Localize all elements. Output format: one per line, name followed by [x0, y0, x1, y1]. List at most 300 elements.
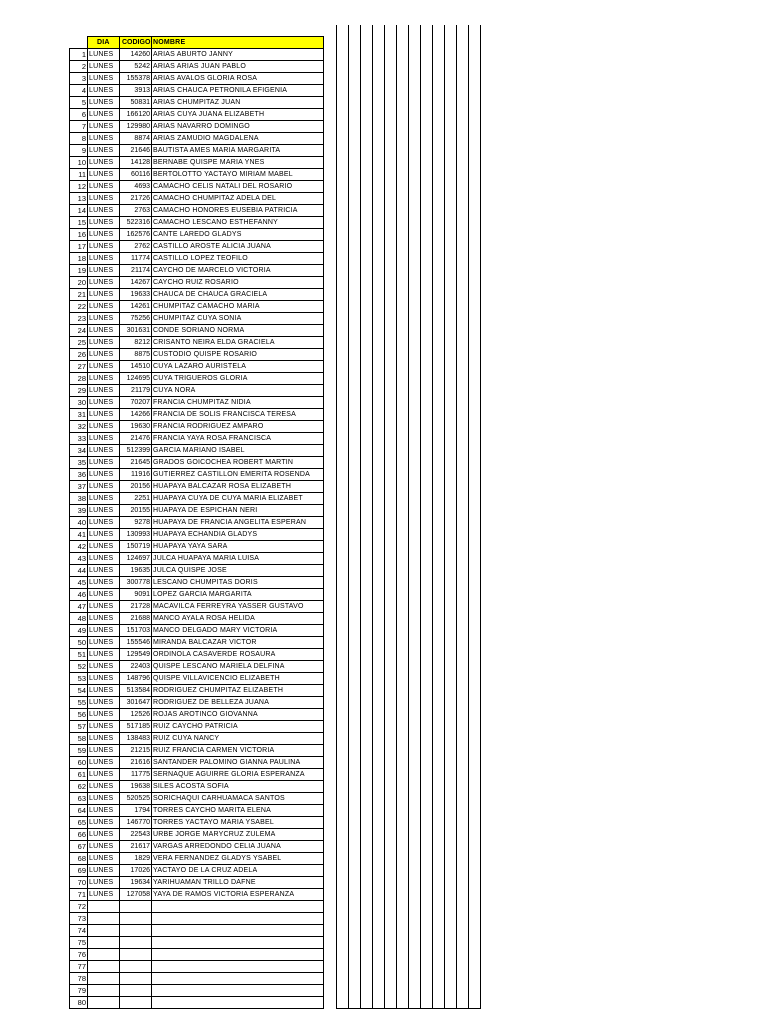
attendance-check-cell[interactable]: [433, 192, 445, 204]
attendance-check-cell[interactable]: [361, 792, 373, 804]
attendance-check-cell[interactable]: [433, 420, 445, 432]
attendance-check-cell[interactable]: [433, 948, 445, 960]
attendance-check-cell[interactable]: [373, 984, 385, 996]
attendance-check-cell[interactable]: [337, 972, 349, 984]
attendance-check-cell[interactable]: [445, 756, 457, 768]
attendance-check-cell[interactable]: [373, 84, 385, 96]
attendance-check-cell[interactable]: [349, 564, 361, 576]
attendance-check-cell[interactable]: [373, 840, 385, 852]
attendance-check-cell[interactable]: [445, 336, 457, 348]
attendance-check-cell[interactable]: [361, 732, 373, 744]
attendance-check-cell[interactable]: [433, 624, 445, 636]
attendance-check-cell[interactable]: [337, 996, 349, 1008]
attendance-check-cell[interactable]: [457, 456, 469, 468]
attendance-check-cell[interactable]: [409, 888, 421, 900]
attendance-check-cell[interactable]: [469, 312, 481, 324]
attendance-check-cell[interactable]: [409, 420, 421, 432]
attendance-check-cell[interactable]: [361, 276, 373, 288]
attendance-check-cell[interactable]: [337, 696, 349, 708]
attendance-check-cell[interactable]: [409, 300, 421, 312]
attendance-check-cell[interactable]: [385, 912, 397, 924]
attendance-check-cell[interactable]: [409, 768, 421, 780]
attendance-check-cell[interactable]: [385, 132, 397, 144]
attendance-check-cell[interactable]: [337, 420, 349, 432]
attendance-check-cell[interactable]: [337, 72, 349, 84]
attendance-check-cell[interactable]: [349, 660, 361, 672]
attendance-check-cell[interactable]: [373, 216, 385, 228]
attendance-check-cell[interactable]: [409, 348, 421, 360]
attendance-check-cell[interactable]: [361, 384, 373, 396]
attendance-check-cell[interactable]: [361, 804, 373, 816]
attendance-check-cell[interactable]: [445, 852, 457, 864]
attendance-check-cell[interactable]: [433, 804, 445, 816]
attendance-check-cell[interactable]: [469, 780, 481, 792]
attendance-check-cell[interactable]: [373, 432, 385, 444]
attendance-check-cell[interactable]: [457, 552, 469, 564]
attendance-check-cell[interactable]: [361, 552, 373, 564]
attendance-check-cell[interactable]: [385, 804, 397, 816]
attendance-check-cell[interactable]: [469, 924, 481, 936]
attendance-check-cell[interactable]: [421, 984, 433, 996]
attendance-check-cell[interactable]: [337, 216, 349, 228]
attendance-check-cell[interactable]: [409, 156, 421, 168]
attendance-check-cell[interactable]: [409, 96, 421, 108]
attendance-check-cell[interactable]: [373, 372, 385, 384]
attendance-check-cell[interactable]: [445, 360, 457, 372]
attendance-check-cell[interactable]: [421, 396, 433, 408]
attendance-check-cell[interactable]: [373, 972, 385, 984]
attendance-check-cell[interactable]: [469, 360, 481, 372]
attendance-check-cell[interactable]: [361, 360, 373, 372]
attendance-check-cell[interactable]: [469, 264, 481, 276]
attendance-check-cell[interactable]: [361, 180, 373, 192]
attendance-check-cell[interactable]: [385, 324, 397, 336]
attendance-check-cell[interactable]: [361, 660, 373, 672]
attendance-check-cell[interactable]: [445, 972, 457, 984]
attendance-check-cell[interactable]: [349, 744, 361, 756]
attendance-check-cell[interactable]: [457, 360, 469, 372]
attendance-check-cell[interactable]: [385, 252, 397, 264]
attendance-check-cell[interactable]: [385, 660, 397, 672]
attendance-check-cell[interactable]: [445, 276, 457, 288]
attendance-check-cell[interactable]: [361, 636, 373, 648]
attendance-check-cell[interactable]: [361, 588, 373, 600]
attendance-check-cell[interactable]: [397, 408, 409, 420]
attendance-check-cell[interactable]: [457, 420, 469, 432]
attendance-check-cell[interactable]: [421, 444, 433, 456]
attendance-check-cell[interactable]: [445, 264, 457, 276]
attendance-check-cell[interactable]: [349, 108, 361, 120]
attendance-check-cell[interactable]: [457, 48, 469, 60]
attendance-check-cell[interactable]: [421, 48, 433, 60]
attendance-check-cell[interactable]: [457, 708, 469, 720]
attendance-check-cell[interactable]: [469, 468, 481, 480]
attendance-check-cell[interactable]: [349, 276, 361, 288]
attendance-check-cell[interactable]: [457, 804, 469, 816]
attendance-check-cell[interactable]: [433, 240, 445, 252]
attendance-check-cell[interactable]: [385, 480, 397, 492]
attendance-check-cell[interactable]: [385, 564, 397, 576]
attendance-check-cell[interactable]: [445, 372, 457, 384]
attendance-check-cell[interactable]: [361, 576, 373, 588]
attendance-check-cell[interactable]: [457, 720, 469, 732]
attendance-check-cell[interactable]: [349, 756, 361, 768]
attendance-check-cell[interactable]: [373, 660, 385, 672]
attendance-check-cell[interactable]: [337, 384, 349, 396]
attendance-check-cell[interactable]: [433, 348, 445, 360]
attendance-check-cell[interactable]: [337, 60, 349, 72]
attendance-check-cell[interactable]: [433, 852, 445, 864]
attendance-check-cell[interactable]: [361, 420, 373, 432]
attendance-check-cell[interactable]: [397, 780, 409, 792]
attendance-check-cell[interactable]: [397, 120, 409, 132]
attendance-check-cell[interactable]: [361, 840, 373, 852]
attendance-check-cell[interactable]: [469, 672, 481, 684]
attendance-check-cell[interactable]: [385, 840, 397, 852]
attendance-check-cell[interactable]: [361, 204, 373, 216]
attendance-check-cell[interactable]: [409, 912, 421, 924]
attendance-check-cell[interactable]: [337, 516, 349, 528]
attendance-check-cell[interactable]: [337, 264, 349, 276]
attendance-check-cell[interactable]: [337, 276, 349, 288]
attendance-check-cell[interactable]: [361, 144, 373, 156]
attendance-check-cell[interactable]: [361, 564, 373, 576]
attendance-check-cell[interactable]: [397, 264, 409, 276]
attendance-check-cell[interactable]: [457, 792, 469, 804]
attendance-check-cell[interactable]: [433, 684, 445, 696]
attendance-check-cell[interactable]: [445, 504, 457, 516]
attendance-check-cell[interactable]: [409, 168, 421, 180]
attendance-check-cell[interactable]: [469, 696, 481, 708]
attendance-check-cell[interactable]: [397, 972, 409, 984]
attendance-check-cell[interactable]: [349, 576, 361, 588]
attendance-check-cell[interactable]: [397, 360, 409, 372]
attendance-check-cell[interactable]: [469, 132, 481, 144]
attendance-check-cell[interactable]: [409, 204, 421, 216]
attendance-check-cell[interactable]: [409, 240, 421, 252]
attendance-check-cell[interactable]: [373, 444, 385, 456]
attendance-check-cell[interactable]: [409, 696, 421, 708]
attendance-check-cell[interactable]: [337, 888, 349, 900]
attendance-check-cell[interactable]: [337, 192, 349, 204]
attendance-check-cell[interactable]: [349, 384, 361, 396]
attendance-check-cell[interactable]: [349, 516, 361, 528]
attendance-check-cell[interactable]: [337, 840, 349, 852]
attendance-check-cell[interactable]: [469, 804, 481, 816]
attendance-check-cell[interactable]: [445, 108, 457, 120]
attendance-check-cell[interactable]: [409, 252, 421, 264]
attendance-check-cell[interactable]: [397, 540, 409, 552]
attendance-check-cell[interactable]: [397, 864, 409, 876]
attendance-check-cell[interactable]: [349, 612, 361, 624]
attendance-check-cell[interactable]: [421, 384, 433, 396]
attendance-check-cell[interactable]: [349, 768, 361, 780]
attendance-check-cell[interactable]: [373, 480, 385, 492]
attendance-check-cell[interactable]: [397, 96, 409, 108]
attendance-check-cell[interactable]: [421, 60, 433, 72]
attendance-check-cell[interactable]: [421, 804, 433, 816]
attendance-check-cell[interactable]: [409, 504, 421, 516]
attendance-check-cell[interactable]: [469, 180, 481, 192]
attendance-check-cell[interactable]: [409, 228, 421, 240]
attendance-check-cell[interactable]: [373, 996, 385, 1008]
attendance-check-cell[interactable]: [457, 444, 469, 456]
attendance-check-cell[interactable]: [457, 72, 469, 84]
attendance-check-cell[interactable]: [421, 516, 433, 528]
attendance-check-cell[interactable]: [445, 216, 457, 228]
attendance-check-cell[interactable]: [397, 312, 409, 324]
attendance-check-cell[interactable]: [361, 432, 373, 444]
attendance-check-cell[interactable]: [409, 852, 421, 864]
attendance-check-cell[interactable]: [397, 876, 409, 888]
attendance-check-cell[interactable]: [409, 780, 421, 792]
attendance-check-cell[interactable]: [373, 564, 385, 576]
attendance-check-cell[interactable]: [349, 972, 361, 984]
attendance-check-cell[interactable]: [349, 588, 361, 600]
attendance-check-cell[interactable]: [397, 204, 409, 216]
attendance-check-cell[interactable]: [433, 888, 445, 900]
attendance-check-cell[interactable]: [397, 612, 409, 624]
attendance-check-cell[interactable]: [361, 696, 373, 708]
attendance-check-cell[interactable]: [349, 228, 361, 240]
attendance-check-cell[interactable]: [433, 84, 445, 96]
attendance-check-cell[interactable]: [421, 876, 433, 888]
attendance-check-cell[interactable]: [457, 852, 469, 864]
attendance-check-cell[interactable]: [409, 948, 421, 960]
attendance-check-cell[interactable]: [373, 528, 385, 540]
attendance-check-cell[interactable]: [397, 324, 409, 336]
attendance-check-cell[interactable]: [457, 816, 469, 828]
attendance-check-cell[interactable]: [349, 372, 361, 384]
attendance-check-cell[interactable]: [469, 972, 481, 984]
attendance-check-cell[interactable]: [457, 228, 469, 240]
attendance-check-cell[interactable]: [433, 696, 445, 708]
attendance-check-cell[interactable]: [433, 384, 445, 396]
attendance-check-cell[interactable]: [337, 456, 349, 468]
attendance-check-cell[interactable]: [445, 840, 457, 852]
attendance-check-cell[interactable]: [385, 228, 397, 240]
attendance-check-cell[interactable]: [397, 552, 409, 564]
attendance-check-cell[interactable]: [361, 684, 373, 696]
attendance-check-cell[interactable]: [433, 792, 445, 804]
attendance-check-cell[interactable]: [409, 804, 421, 816]
attendance-check-cell[interactable]: [373, 756, 385, 768]
attendance-check-cell[interactable]: [385, 384, 397, 396]
attendance-check-cell[interactable]: [469, 936, 481, 948]
attendance-check-cell[interactable]: [457, 924, 469, 936]
attendance-check-cell[interactable]: [385, 276, 397, 288]
attendance-check-cell[interactable]: [409, 384, 421, 396]
attendance-check-cell[interactable]: [445, 660, 457, 672]
attendance-check-cell[interactable]: [421, 936, 433, 948]
attendance-check-cell[interactable]: [409, 372, 421, 384]
attendance-check-cell[interactable]: [397, 684, 409, 696]
attendance-check-cell[interactable]: [445, 876, 457, 888]
attendance-check-cell[interactable]: [409, 588, 421, 600]
attendance-check-cell[interactable]: [385, 720, 397, 732]
attendance-check-cell[interactable]: [349, 648, 361, 660]
attendance-check-cell[interactable]: [337, 828, 349, 840]
attendance-check-cell[interactable]: [469, 552, 481, 564]
attendance-check-cell[interactable]: [397, 564, 409, 576]
attendance-check-cell[interactable]: [457, 876, 469, 888]
attendance-check-cell[interactable]: [433, 720, 445, 732]
attendance-check-cell[interactable]: [421, 564, 433, 576]
attendance-check-cell[interactable]: [469, 876, 481, 888]
attendance-check-cell[interactable]: [361, 444, 373, 456]
attendance-check-cell[interactable]: [349, 492, 361, 504]
attendance-check-cell[interactable]: [433, 360, 445, 372]
attendance-check-cell[interactable]: [469, 732, 481, 744]
attendance-check-cell[interactable]: [337, 312, 349, 324]
attendance-check-cell[interactable]: [349, 900, 361, 912]
attendance-check-cell[interactable]: [445, 864, 457, 876]
attendance-check-cell[interactable]: [433, 264, 445, 276]
attendance-check-cell[interactable]: [409, 672, 421, 684]
attendance-check-cell[interactable]: [469, 420, 481, 432]
attendance-check-cell[interactable]: [469, 576, 481, 588]
attendance-check-cell[interactable]: [397, 960, 409, 972]
attendance-check-cell[interactable]: [385, 180, 397, 192]
attendance-check-cell[interactable]: [421, 252, 433, 264]
attendance-check-cell[interactable]: [397, 720, 409, 732]
attendance-check-cell[interactable]: [361, 240, 373, 252]
attendance-check-cell[interactable]: [397, 492, 409, 504]
attendance-check-cell[interactable]: [433, 180, 445, 192]
attendance-check-cell[interactable]: [421, 576, 433, 588]
attendance-check-cell[interactable]: [421, 132, 433, 144]
attendance-check-cell[interactable]: [361, 924, 373, 936]
attendance-check-cell[interactable]: [373, 192, 385, 204]
attendance-check-cell[interactable]: [433, 324, 445, 336]
attendance-check-cell[interactable]: [373, 732, 385, 744]
attendance-check-cell[interactable]: [337, 132, 349, 144]
attendance-check-cell[interactable]: [409, 648, 421, 660]
attendance-check-cell[interactable]: [457, 672, 469, 684]
attendance-check-cell[interactable]: [421, 528, 433, 540]
attendance-check-cell[interactable]: [457, 288, 469, 300]
attendance-check-cell[interactable]: [409, 444, 421, 456]
attendance-check-cell[interactable]: [421, 504, 433, 516]
attendance-check-cell[interactable]: [433, 840, 445, 852]
attendance-check-cell[interactable]: [409, 576, 421, 588]
attendance-check-cell[interactable]: [469, 444, 481, 456]
attendance-check-cell[interactable]: [469, 840, 481, 852]
attendance-check-cell[interactable]: [445, 996, 457, 1008]
attendance-check-cell[interactable]: [349, 312, 361, 324]
attendance-check-cell[interactable]: [337, 768, 349, 780]
attendance-check-cell[interactable]: [361, 600, 373, 612]
attendance-check-cell[interactable]: [469, 612, 481, 624]
attendance-check-cell[interactable]: [445, 228, 457, 240]
attendance-check-cell[interactable]: [433, 204, 445, 216]
attendance-check-cell[interactable]: [445, 192, 457, 204]
attendance-check-cell[interactable]: [337, 636, 349, 648]
attendance-check-cell[interactable]: [409, 468, 421, 480]
attendance-check-cell[interactable]: [457, 408, 469, 420]
attendance-check-cell[interactable]: [469, 648, 481, 660]
attendance-check-cell[interactable]: [469, 300, 481, 312]
attendance-check-cell[interactable]: [361, 300, 373, 312]
attendance-check-cell[interactable]: [337, 684, 349, 696]
attendance-check-cell[interactable]: [385, 420, 397, 432]
attendance-check-cell[interactable]: [421, 108, 433, 120]
attendance-check-cell[interactable]: [445, 984, 457, 996]
attendance-check-cell[interactable]: [409, 936, 421, 948]
attendance-check-cell[interactable]: [361, 516, 373, 528]
attendance-check-cell[interactable]: [337, 948, 349, 960]
attendance-check-cell[interactable]: [397, 240, 409, 252]
attendance-check-cell[interactable]: [469, 240, 481, 252]
attendance-check-cell[interactable]: [445, 288, 457, 300]
attendance-check-cell[interactable]: [373, 420, 385, 432]
attendance-check-cell[interactable]: [349, 396, 361, 408]
attendance-check-cell[interactable]: [373, 288, 385, 300]
attendance-check-cell[interactable]: [385, 456, 397, 468]
attendance-check-cell[interactable]: [433, 492, 445, 504]
attendance-check-cell[interactable]: [433, 816, 445, 828]
attendance-check-cell[interactable]: [349, 552, 361, 564]
attendance-check-cell[interactable]: [373, 744, 385, 756]
attendance-check-cell[interactable]: [349, 120, 361, 132]
attendance-check-cell[interactable]: [373, 456, 385, 468]
attendance-check-cell[interactable]: [385, 612, 397, 624]
attendance-check-cell[interactable]: [433, 168, 445, 180]
attendance-check-cell[interactable]: [397, 516, 409, 528]
attendance-check-cell[interactable]: [397, 216, 409, 228]
attendance-check-cell[interactable]: [385, 996, 397, 1008]
attendance-check-cell[interactable]: [397, 228, 409, 240]
attendance-check-cell[interactable]: [469, 144, 481, 156]
attendance-check-cell[interactable]: [445, 96, 457, 108]
attendance-check-cell[interactable]: [385, 684, 397, 696]
attendance-check-cell[interactable]: [445, 204, 457, 216]
attendance-check-cell[interactable]: [373, 948, 385, 960]
attendance-check-cell[interactable]: [349, 336, 361, 348]
attendance-check-cell[interactable]: [469, 456, 481, 468]
attendance-check-cell[interactable]: [469, 528, 481, 540]
attendance-check-cell[interactable]: [433, 228, 445, 240]
attendance-check-cell[interactable]: [337, 984, 349, 996]
attendance-check-cell[interactable]: [421, 264, 433, 276]
attendance-check-cell[interactable]: [469, 984, 481, 996]
attendance-check-cell[interactable]: [469, 504, 481, 516]
attendance-check-cell[interactable]: [433, 72, 445, 84]
attendance-check-cell[interactable]: [397, 816, 409, 828]
attendance-check-cell[interactable]: [457, 936, 469, 948]
attendance-check-cell[interactable]: [337, 720, 349, 732]
attendance-check-cell[interactable]: [385, 792, 397, 804]
attendance-check-cell[interactable]: [433, 588, 445, 600]
attendance-check-cell[interactable]: [457, 900, 469, 912]
attendance-check-cell[interactable]: [433, 288, 445, 300]
attendance-check-cell[interactable]: [457, 756, 469, 768]
attendance-check-cell[interactable]: [433, 732, 445, 744]
attendance-check-cell[interactable]: [361, 972, 373, 984]
attendance-check-cell[interactable]: [397, 432, 409, 444]
attendance-check-cell[interactable]: [373, 396, 385, 408]
attendance-check-cell[interactable]: [433, 876, 445, 888]
attendance-check-cell[interactable]: [385, 240, 397, 252]
attendance-check-cell[interactable]: [337, 876, 349, 888]
attendance-check-cell[interactable]: [349, 708, 361, 720]
attendance-check-cell[interactable]: [349, 84, 361, 96]
attendance-check-cell[interactable]: [457, 588, 469, 600]
attendance-check-cell[interactable]: [457, 276, 469, 288]
attendance-check-cell[interactable]: [409, 924, 421, 936]
attendance-check-cell[interactable]: [337, 576, 349, 588]
attendance-check-cell[interactable]: [409, 540, 421, 552]
